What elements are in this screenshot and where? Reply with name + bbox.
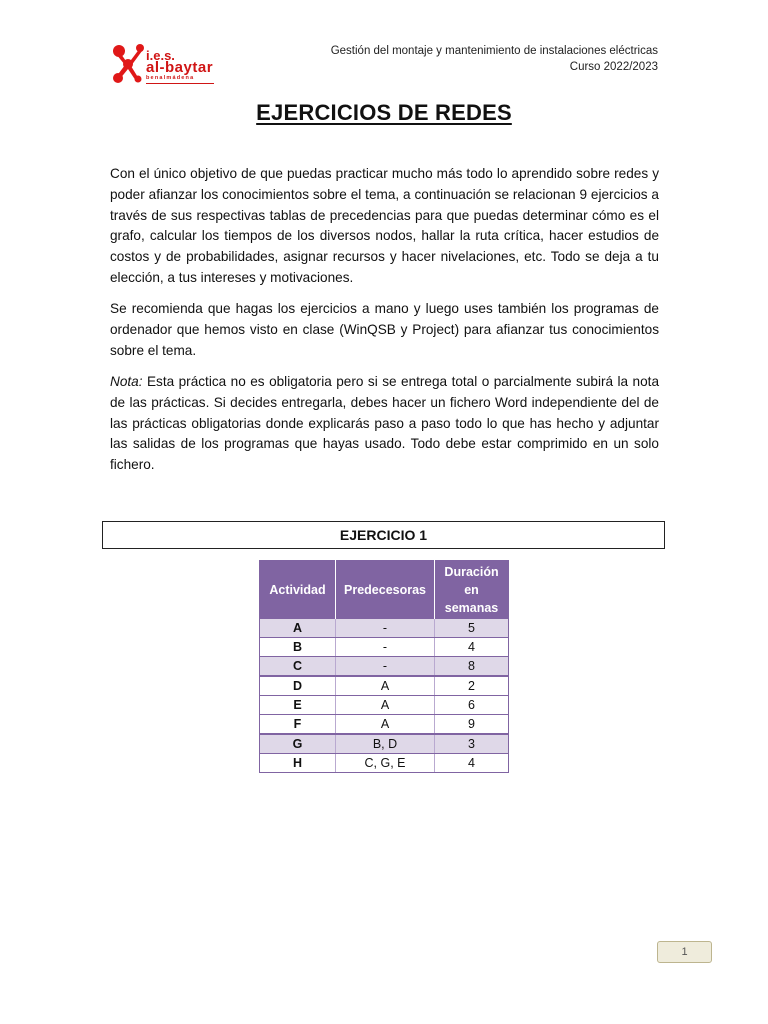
precedence-table	[259, 560, 509, 773]
note-paragraph	[110, 372, 659, 476]
cell-predecesoras: A	[335, 676, 434, 696]
cell-duracion: 3	[435, 734, 509, 754]
cell-predecesoras: -	[335, 638, 434, 657]
logo-line-2: al-baytar	[146, 59, 214, 76]
cell-actividad: E	[260, 696, 336, 715]
table-row	[260, 619, 509, 638]
note-label: Nota:	[110, 374, 143, 389]
cell-predecesoras: -	[335, 657, 434, 677]
cell-duracion: 8	[435, 657, 509, 677]
cell-predecesoras: C, G, E	[335, 754, 434, 773]
table-row	[260, 734, 509, 754]
table-row	[260, 676, 509, 696]
logo-text	[146, 50, 213, 82]
header-duracion: Duración en semanas	[435, 561, 509, 620]
course-title: Gestión del montaje y mantenimiento de instalaciones eléctricas	[330, 45, 658, 57]
logo-line-1: i.e.s.	[146, 48, 175, 63]
table-header-row	[260, 561, 509, 620]
cell-predecesoras: A	[335, 696, 434, 715]
cell-duracion: 9	[435, 715, 509, 735]
page-header	[331, 43, 658, 75]
course-year: Curso 2022/2023	[569, 61, 658, 73]
header-actividad: Actividad	[260, 561, 336, 620]
logo-line-3: benalmádena	[146, 75, 195, 81]
cell-actividad: H	[260, 754, 336, 773]
cell-predecesoras: A	[335, 715, 434, 735]
exercise-title-box: EJERCICIO 1	[102, 521, 665, 549]
cell-actividad: D	[260, 676, 336, 696]
cell-duracion: 2	[435, 676, 509, 696]
intro-paragraph: Con el único objetivo de que puedas practicar mucho más todo lo aprendido sobre redes y poder afianzar los conocimientos sobre el tema, a continuación se relacionan 9 ejercicios a través de sus respectivas tablas de precedencias para que puedas determinar cómo es el grafo, calcular los tiempos de los diversos nodos, hallar la ruta crítica, hacer estudios de costos y de probabilidades, asignar recursos y hacer nivelaciones, etc. Todo se deja a tu elección, a tus intereses y motivaciones.	[110, 166, 659, 285]
logo-underline	[146, 83, 214, 84]
cell-duracion: 4	[435, 638, 509, 657]
note-text: Esta práctica no es obligatoria pero si se entrega total o parcialmente subirá la nota de las prácticas. Si decides entregarla, debes hacer un fichero Word independiente del de las prácticas obligatorias donde explicarás paso a paso todo lo que has hecho y adjuntar las salidas de los programas que hayas usado. Todo debe estar comprimido en un solo fichero.	[110, 374, 659, 473]
header-predecesoras: Predecesoras	[335, 561, 434, 620]
cell-actividad: B	[260, 638, 336, 657]
cell-duracion: 6	[435, 696, 509, 715]
page-number: 1	[657, 941, 712, 963]
cell-duracion: 4	[435, 754, 509, 773]
cell-actividad: C	[260, 657, 336, 677]
table-row	[260, 638, 509, 657]
table-row	[260, 715, 509, 735]
cell-actividad: G	[260, 734, 336, 754]
cell-actividad: A	[260, 619, 336, 638]
cell-actividad: F	[260, 715, 336, 735]
cell-predecesoras: B, D	[335, 734, 434, 754]
cell-duracion: 5	[435, 619, 509, 638]
recommendation-paragraph: Se recomienda que hagas los ejercicios a mano y luego uses también los programas de ordenador que hemos visto en clase (WinQSB y Project) para afianzar tus conocimientos sobre el tema.	[110, 301, 659, 358]
cell-predecesoras: -	[335, 619, 434, 638]
table-row	[260, 696, 509, 715]
table-row	[260, 754, 509, 773]
page-title: EJERCICIOS DE REDES	[256, 100, 512, 125]
table-row	[260, 657, 509, 677]
